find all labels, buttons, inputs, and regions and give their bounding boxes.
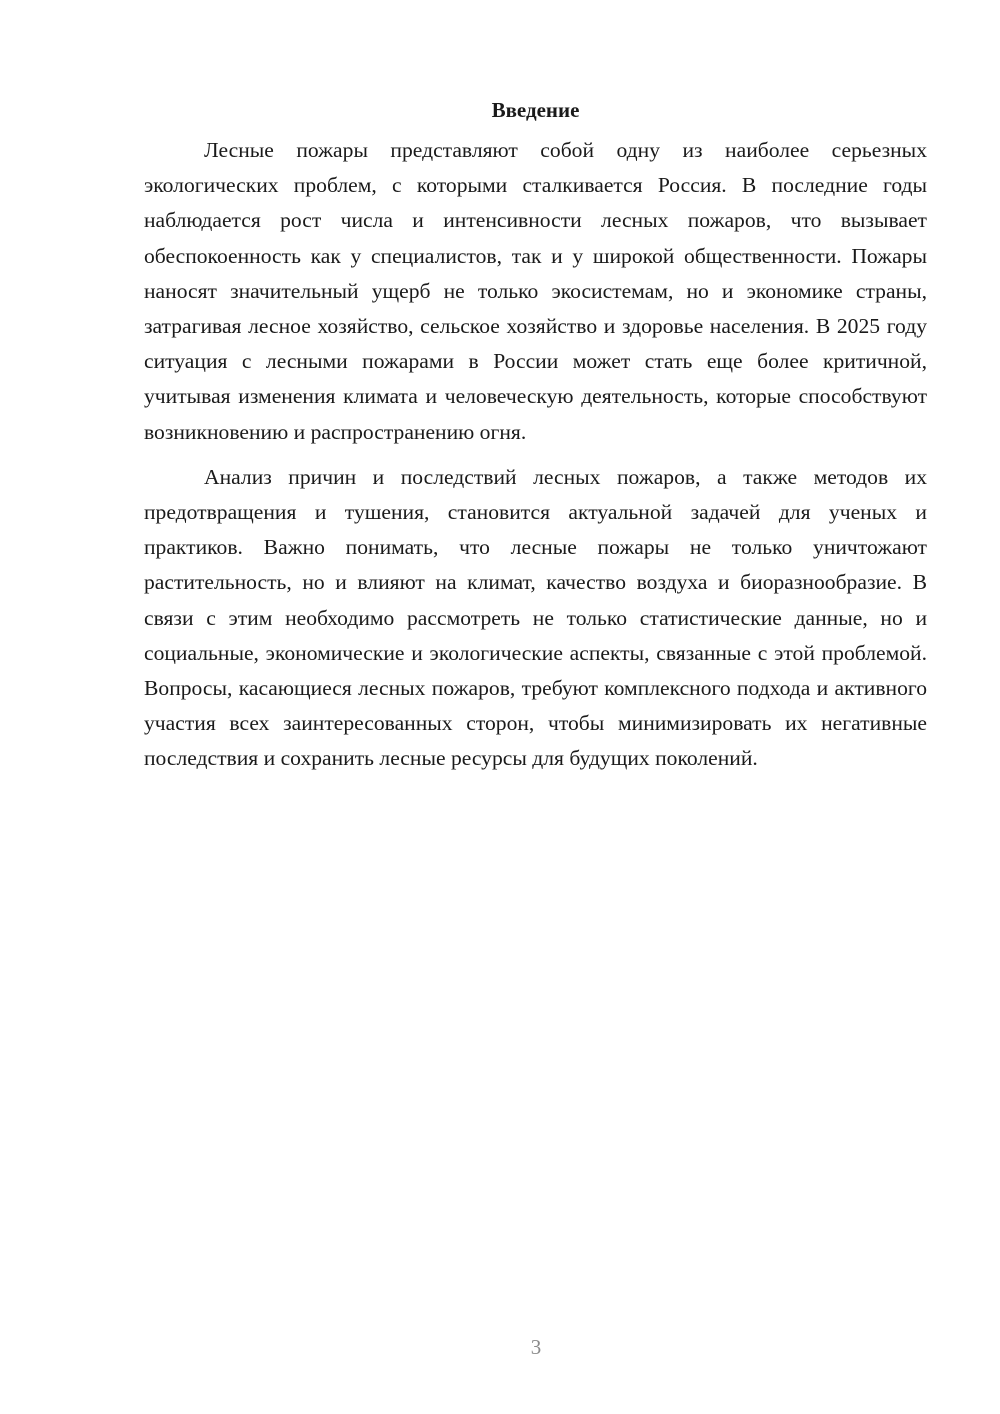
page-number: 3: [530, 1335, 542, 1359]
paragraph-1: Лесные пожары представляют собой одну из наиболее серьезных экологических проблем, с которыми сталкивается Россия. В последние годы наблюдается рост числа и интенсивности лесных пожаров, что вызывает обеспокоенность как у специалистов, так и у широкой общественности. Пожары наносят значительный ущерб не только экосистемам, но и экономике страны, затрагивая лесное хозяйство, сельское хозяйство и здоровье населения. В 2025 году ситуация с лесными пожарами в России может стать еще более критичной, учитывая изменения климата и человеческую деятельность, которые способствуют возникновению и распространению огня.: [144, 138, 927, 444]
paragraph-2: Анализ причин и последствий лесных пожаров, а также методов их предотвращения и тушения, становится актуальной задачей для ученых и практиков. Важно понимать, что лесные пожары не только уничтожают растительность, но и влияют на климат, качество воздуха и биоразнообразие. В связи с этим необходимо рассмотреть не только статистические данные, но и социальные, экономические и экологические аспекты, связанные с этой проблемой. Вопросы, касающиеся лесных пожаров, требуют комплексного подхода и активного участия всех заинтересованных сторон, чтобы минимизировать их негативные последствия и сохранить лесные ресурсы для будущих поколений.: [144, 464, 927, 771]
section-heading: Введение: [491, 98, 580, 122]
page-content: [144, 95, 927, 777]
